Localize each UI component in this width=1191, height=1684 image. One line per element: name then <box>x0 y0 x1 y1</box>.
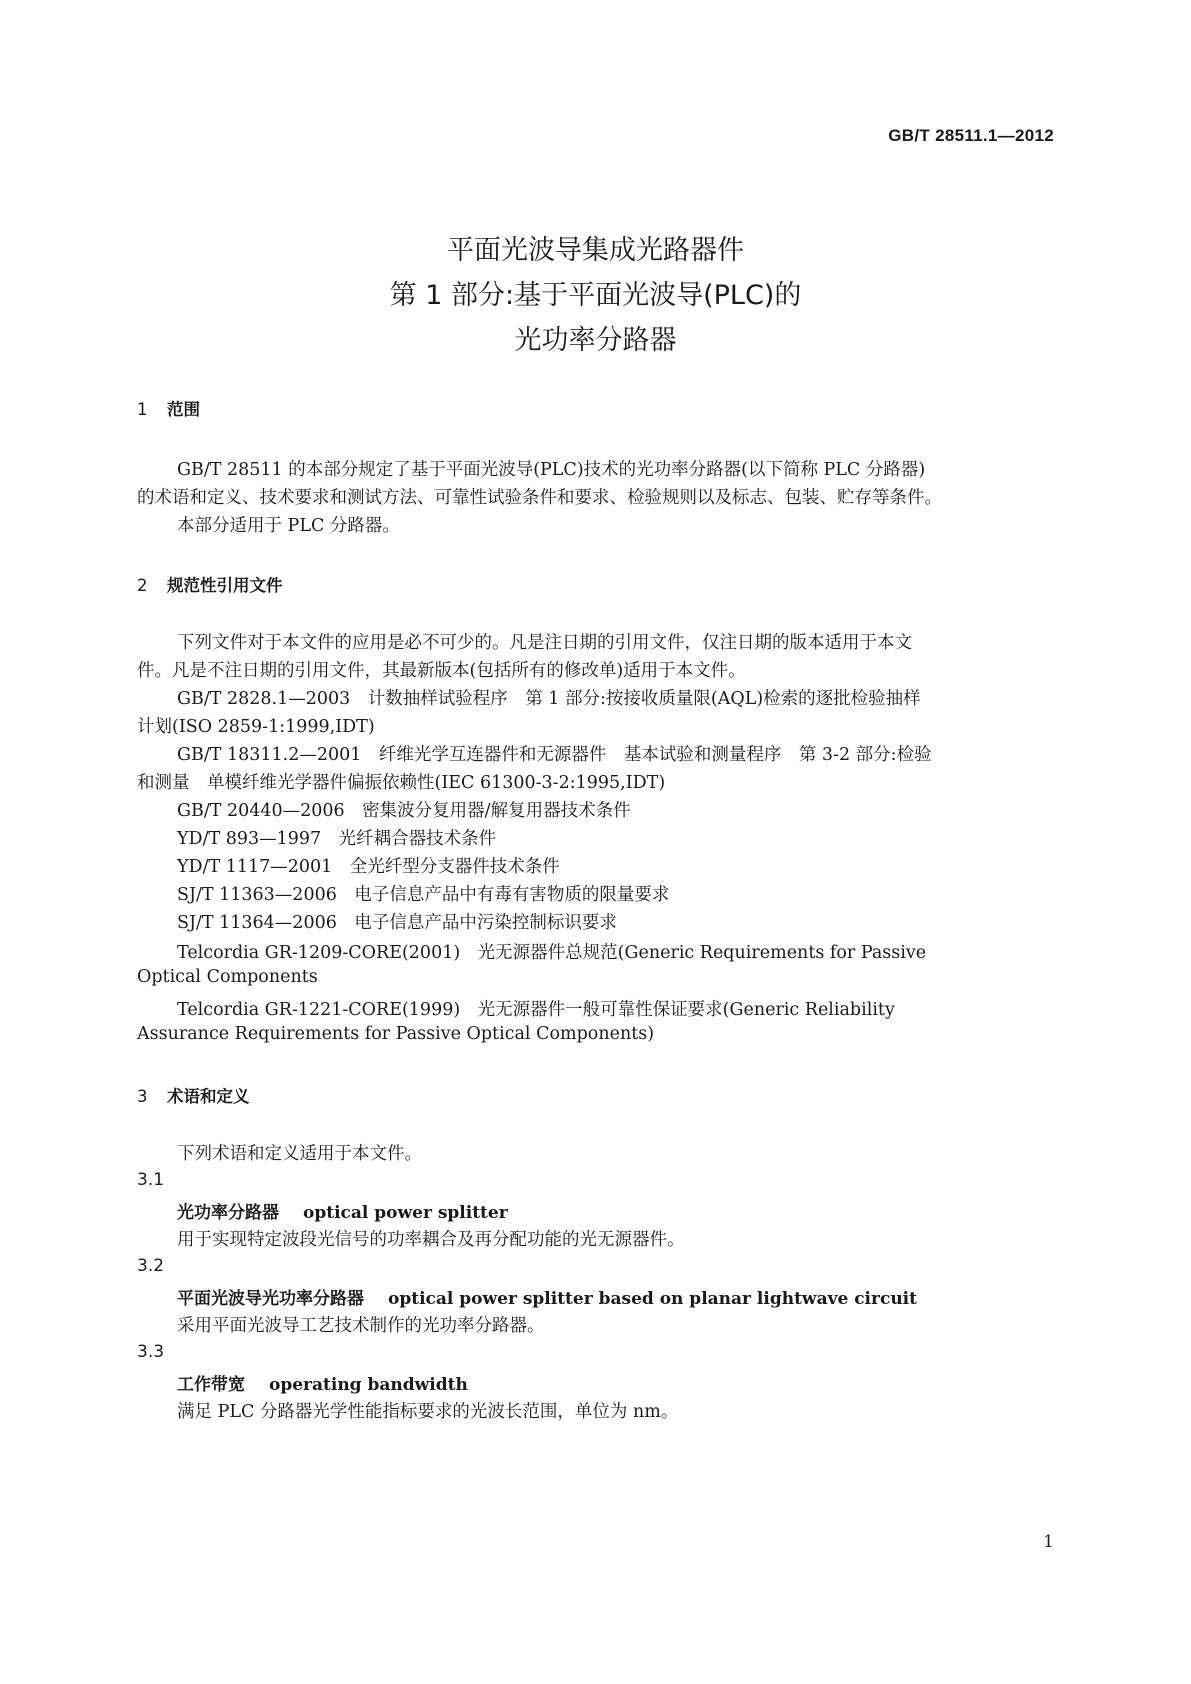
ref-gr-1209-line-1: Telcordia GR-1209-CORE(2001) 光无源器件总规范(Generic Requirements for Passive <box>177 943 927 963</box>
section-number: 2 <box>137 576 148 595</box>
section-title: 范围 <box>167 400 200 419</box>
term-number-3-2: 3.2 <box>137 1256 165 1276</box>
title-line-1: 平面光波导集成光路器件 <box>447 235 744 266</box>
term-en: optical power splitter based on planar lightwave circuit <box>388 1289 917 1309</box>
term-zh: 平面光波导光功率分路器 <box>177 1289 364 1309</box>
title-line-2: 第 1 部分:基于平面光波导(PLC)的 <box>389 280 802 311</box>
ref-gr-1221-line-1: Telcordia GR-1221-CORE(1999) 光无源器件一般可靠性保证要求(Generic Reliability <box>177 1000 895 1020</box>
ref-sjt-11363: SJ/T 11363—2006 电子信息产品中有毒有害物质的限量要求 <box>177 885 670 905</box>
ref-gbt-20440: GB/T 20440—2006 密集波分复用器/解复用器技术条件 <box>177 801 631 821</box>
page-number: 1 <box>1043 1532 1054 1552</box>
section-1-heading <box>137 396 200 420</box>
ref-gr-1209-line-2: Optical Components <box>137 967 318 987</box>
scope-paragraph-line-2: 的术语和定义、技术要求和测试方法、可靠性试验条件和要求、检验规则以及标志、包装、贮存等条件。 <box>137 488 942 508</box>
terms-intro: 下列术语和定义适用于本文件。 <box>177 1144 422 1164</box>
refs-intro-line-1: 下列文件对于本文件的应用是必不可少的。凡是注日期的引用文件，仅注日期的版本适用于本文 <box>177 633 912 653</box>
section-3-heading <box>137 1083 250 1107</box>
title-line-3: 光功率分路器 <box>514 325 677 356</box>
section-number: 3 <box>137 1087 148 1106</box>
ref-gbt-18311-line-1: GB/T 18311.2—2001 纤维光学互连器件和无源器件 基本试验和测量程序 第 3-2 部分:检验 <box>177 745 932 765</box>
term-en: operating bandwidth <box>269 1375 468 1395</box>
standard-code: GB/T 28511.1—2012 <box>888 126 1054 145</box>
ref-gbt-2828-line-1: GB/T 2828.1—2003 计数抽样试验程序 第 1 部分:按接收质量限(AQL)检索的逐批检验抽样 <box>177 689 921 709</box>
ref-gbt-2828-line-2: 计划(ISO 2859-1:1999,IDT) <box>137 717 375 737</box>
term-zh: 光功率分路器 <box>177 1203 279 1223</box>
ref-sjt-11364: SJ/T 11364—2006 电子信息产品中污染控制标识要求 <box>177 913 617 933</box>
section-title: 规范性引用文件 <box>167 576 283 595</box>
term-3-3-definition: 满足 PLC 分路器光学性能指标要求的光波长范围，单位为 nm。 <box>177 1402 679 1422</box>
term-3-2-heading <box>177 1284 917 1309</box>
ref-gr-1221-line-2: Assurance Requirements for Passive Optical Components) <box>137 1024 655 1044</box>
scope-paragraph-line-1: GB/T 28511 的本部分规定了基于平面光波导(PLC)技术的光功率分路器(以下简称 PLC 分路器) <box>177 460 926 480</box>
ref-gbt-18311-line-2: 和测量 单模纤维光学器件偏振依赖性(IEC 61300-3-2:1995,IDT) <box>137 773 666 793</box>
term-3-2-definition: 采用平面光波导工艺技术制作的光功率分路器。 <box>177 1316 545 1336</box>
term-number-3-1: 3.1 <box>137 1170 165 1190</box>
section-title: 术语和定义 <box>167 1087 250 1106</box>
refs-intro-line-2: 件。凡是不注日期的引用文件，其最新版本(包括所有的修改单)适用于本文件。 <box>137 661 746 681</box>
term-en: optical power splitter <box>303 1203 508 1223</box>
term-number-3-3: 3.3 <box>137 1342 165 1362</box>
ref-ydt-1117: YD/T 1117—2001 全光纤型分支器件技术条件 <box>177 857 560 877</box>
ref-ydt-893: YD/T 893—1997 光纤耦合器技术条件 <box>177 829 497 849</box>
document-title <box>0 228 1191 363</box>
scope-applicability: 本部分适用于 PLC 分路器。 <box>177 516 400 536</box>
term-3-1-definition: 用于实现特定波段光信号的功率耦合及再分配功能的光无源器件。 <box>177 1230 685 1250</box>
term-3-1-heading <box>177 1198 508 1223</box>
section-2-heading <box>137 572 283 596</box>
term-zh: 工作带宽 <box>177 1375 245 1395</box>
term-3-3-heading <box>177 1370 468 1395</box>
section-number: 1 <box>137 400 148 419</box>
